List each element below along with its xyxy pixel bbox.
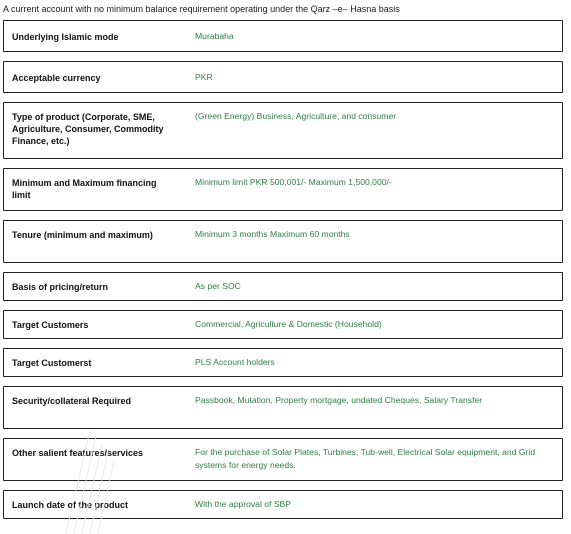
row-label: Target Customers <box>12 320 89 330</box>
row-value: For the purchase of Solar Plates, Turbines, Tub-well, Electrical Solar equipment, and Grid systems for energy needs. <box>195 447 536 470</box>
row-label: Type of product (Corporate, SME, Agriculture, Consumer, Commodity Finance, etc.) <box>12 112 164 146</box>
row-label: Basis of pricing/return <box>12 282 109 292</box>
product-details-list <box>3 20 563 528</box>
row-label: Security/collateral Required <box>12 396 132 406</box>
row-label: Tenure (minimum and maximum) <box>12 230 153 240</box>
row-value: Murabaha <box>195 31 234 41</box>
row-value: Commercial, Agriculture & Domestic (Household) <box>195 319 382 329</box>
row-tenure <box>3 220 563 263</box>
row-launch-date <box>3 490 563 519</box>
row-security-collateral <box>3 386 563 429</box>
row-pricing-basis <box>3 272 563 301</box>
row-target-customers <box>3 310 563 339</box>
row-currency <box>3 61 563 93</box>
row-financing-limit <box>3 168 563 211</box>
row-value: PLS Account holders <box>195 357 275 367</box>
row-label: Minimum and Maximum financing limit <box>12 178 157 200</box>
intro-text: A current account with no minimum balance requirement operating under the Qarz –e– Hasna basis <box>3 4 400 14</box>
row-value: Minimum limit PKR 500,001/- Maximum 1,500,000/- <box>195 177 392 187</box>
row-value: PKR <box>195 72 213 82</box>
row-salient-features <box>3 438 563 481</box>
row-value: Minimum 3 months Maximum 60 months <box>195 229 350 239</box>
row-value: With the approval of SBP <box>195 499 292 509</box>
row-value: (Green Energy) Business, Agriculture, and consumer <box>195 111 397 121</box>
row-product-type <box>3 102 563 159</box>
row-value: As per SOC <box>195 281 241 291</box>
row-value: Passbook, Mutation, Property mortgage, undated Cheques, Salary Transfer <box>195 395 483 405</box>
row-label: Underlying Islamic mode <box>12 32 119 42</box>
row-label: Other salient features/services <box>12 448 144 458</box>
row-label: Target Customerst <box>12 358 92 368</box>
row-islamic-mode <box>3 20 563 52</box>
row-label: Acceptable currency <box>12 73 101 83</box>
row-label: Launch date of the product <box>12 500 128 510</box>
row-target-customerst <box>3 348 563 377</box>
